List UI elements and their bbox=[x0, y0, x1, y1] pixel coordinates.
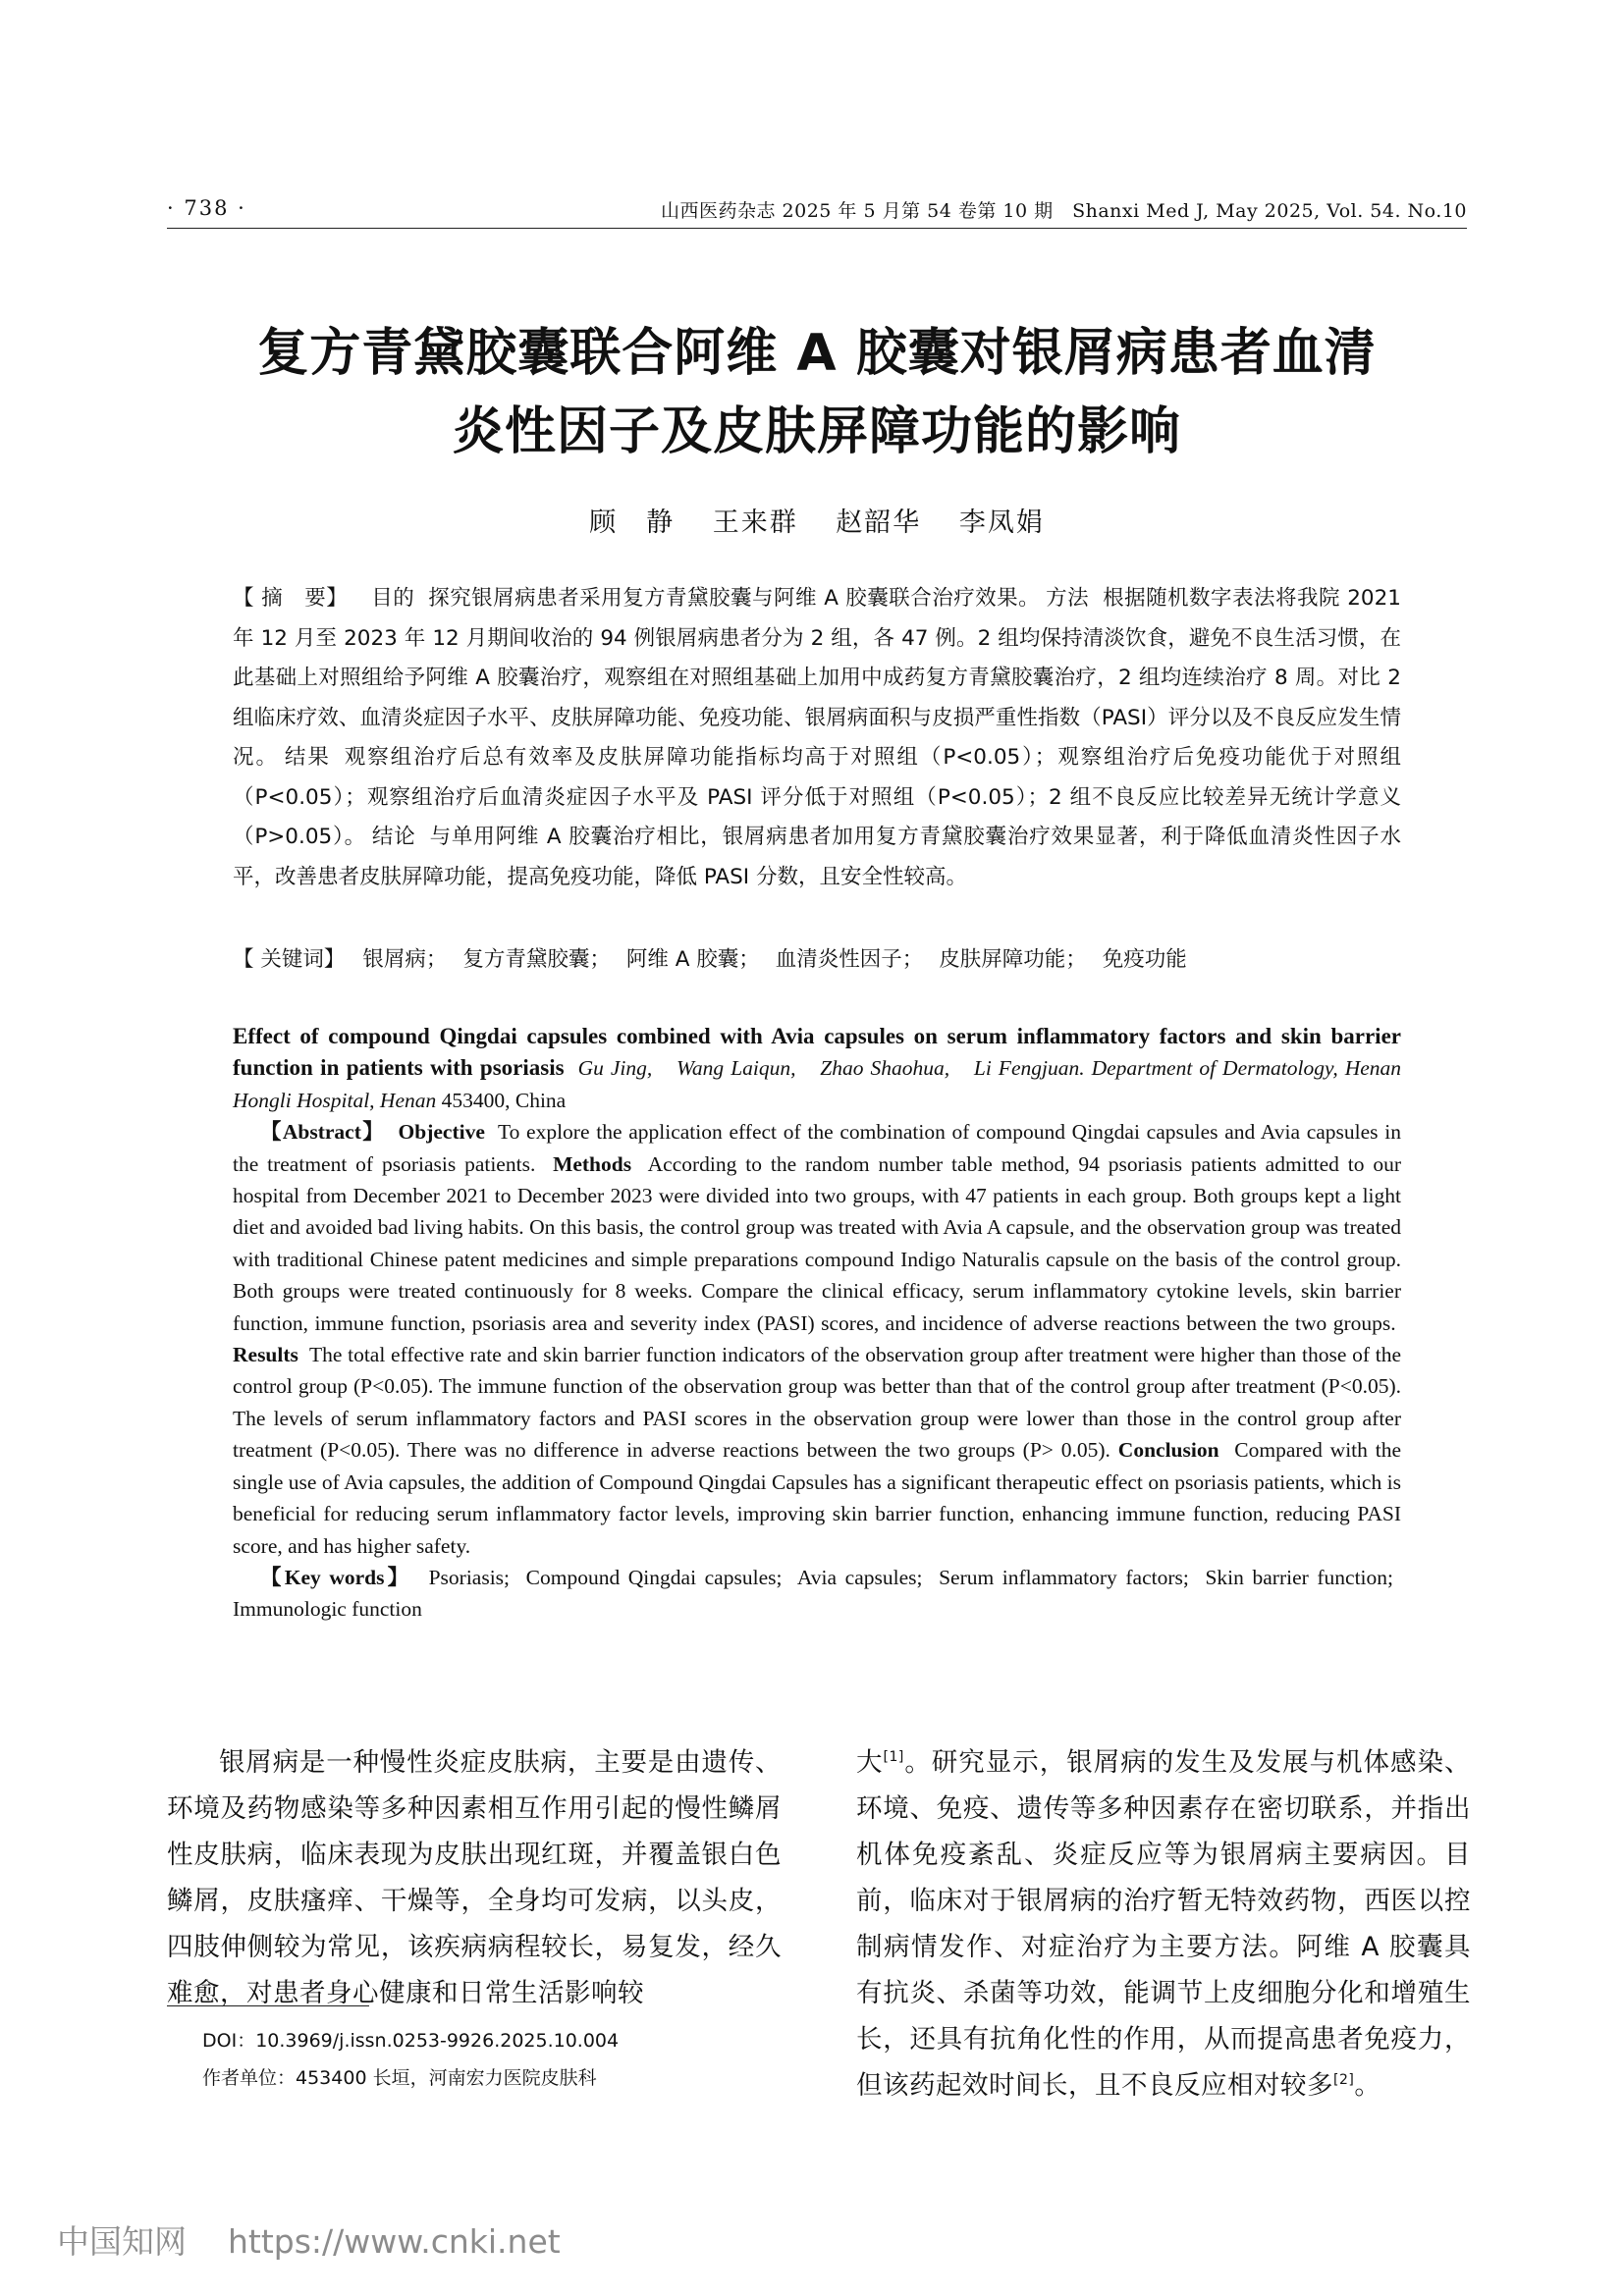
objective-label: Objective bbox=[398, 1120, 485, 1145]
header-rule bbox=[167, 228, 1467, 229]
reference-1[interactable]: [1] bbox=[883, 1749, 904, 1766]
keyword-en: Serum inflammatory factors; bbox=[939, 1565, 1189, 1589]
page-number: · 738 · bbox=[167, 196, 246, 220]
body-column-right bbox=[856, 1739, 1471, 2109]
body-paragraph: 银屑病是一种慢性炎症皮肤病，主要是由遗传、环境及药物感染等多种因素相互作用引起的慢性鳞屑性皮肤病，临床表现为皮肤出现红斑，并覆盖银白色鳞屑，皮肤瘙痒、干燥等，全身均可发病，以头皮，四肢伸侧较为常见，该疾病病程较长，易复发，经久难愈，对患者身心健康和日常生活影响较 bbox=[167, 1747, 782, 2008]
watermark-brand: 中国知网 bbox=[57, 2222, 187, 2261]
body-paragraph-continued bbox=[856, 1739, 1471, 2109]
english-keywords-label: 【Key words】 bbox=[260, 1565, 412, 1589]
keywords-label: 【 关键词】 bbox=[233, 947, 346, 972]
reference-2[interactable]: [2] bbox=[1333, 2072, 1355, 2089]
english-address: 453400, China bbox=[441, 1088, 567, 1112]
author-1: 顾 静 bbox=[589, 507, 676, 538]
methods-label: Methods bbox=[553, 1151, 632, 1176]
english-abstract bbox=[233, 1116, 1401, 1562]
result-label: 结果 bbox=[284, 745, 331, 770]
keyword: 阿维 A 胶囊； bbox=[625, 947, 760, 972]
title-line-2: 炎性因子及皮肤屏障功能的影响 bbox=[452, 402, 1181, 461]
keyword-en: Compound Qingdai capsules; bbox=[525, 1565, 783, 1589]
author-3: 赵韶华 bbox=[836, 507, 922, 538]
conclusion-label-en: Conclusion bbox=[1117, 1438, 1219, 1463]
chinese-keywords bbox=[233, 940, 1401, 980]
conclusion-text-en: Compared with the single use of Avia capsules, the addition of Compound Qingdai Capsules has a significant therapeutic effect on psoriasis patients, which is beneficial for reducing serum inflammatory factor levels, improving skin barrier function, enhancing immune function, reducing PASI score, and has higher safety. bbox=[233, 1438, 1402, 1558]
result-text: 观察组治疗后总有效率及皮肤屏障功能指标均高于对照组（P<0.05）；观察组治疗后免疫功能优于对照组（P<0.05）；观察组治疗后血清炎症因子水平及 PASI 评分低于对照组（P<0.05）；2 组不良反应比较差异无统计学意义（P>0.05）。 bbox=[233, 745, 1401, 849]
method-text: 根据随机数字表法将我院 2021 年 12 月至 2023 年 12 月期间收治的 94 例银屑病患者分为 2 组，各 47 例。2 组均保持清淡饮食，避免不良生活习惯，在此基础上对照组给予阿维 A 胶囊治疗，观察组在对照组基础上加用中成药复方青黛胶囊治疗，2 组均连续治疗 8 周。对比 2 组临床疗效、血清炎症因子水平、皮肤屏障功能、免疫功能、银屑病面积与皮损严重性指数（PASI）评分以及不良反应发生情况。 bbox=[233, 586, 1401, 770]
aim-text: 探究银屑病患者采用复方青黛胶囊与阿维 A 胶囊联合治疗效果。 bbox=[428, 586, 1041, 611]
english-section bbox=[233, 1021, 1401, 1626]
conclusion-label: 结论 bbox=[371, 825, 416, 849]
keyword-en: Avia capsules; bbox=[796, 1565, 923, 1589]
body-column-left bbox=[167, 1739, 782, 2016]
keyword: 皮肤屏障功能； bbox=[939, 947, 1087, 972]
keyword-en: Skin barrier function; bbox=[1205, 1565, 1393, 1589]
author-4: 李凤娟 bbox=[958, 507, 1045, 538]
keyword: 免疫功能 bbox=[1102, 947, 1187, 972]
keyword: 银屑病； bbox=[362, 947, 448, 972]
keyword-en: Psoriasis; bbox=[428, 1565, 511, 1589]
method-label: 方法 bbox=[1046, 586, 1090, 611]
keyword: 血清炎性因子； bbox=[775, 947, 924, 972]
author-2: 王来群 bbox=[712, 507, 798, 538]
english-title-line bbox=[233, 1021, 1401, 1116]
article-title bbox=[167, 314, 1467, 471]
aim-label: 目的 bbox=[371, 586, 415, 611]
methods-text: According to the random number table method, 94 psoriasis patients admitted to our hospital from December 2021 to December 2023 were divided into two groups, with 47 patients in each group. Both groups kept a light diet and avoided bad living habits. On this basis, the control group was treated with Avia A capsule, and the observation group was treated with traditional Chinese patent medicines and simple preparations compound Indigo Naturalis capsule on the basis of the control group. Both groups were treated continuously for 8 weeks. Compare the clinical efficacy, serum inflammatory cytokine levels, skin barrier function, immune function, psoriasis area and severity index (PASI) scores, and incidence of adverse reactions between the two groups. bbox=[233, 1151, 1401, 1335]
objective-text: To explore the application effect of the combination of compound Qingdai capsules and Avia capsules in the treatment of psoriasis patients. bbox=[233, 1120, 1401, 1176]
running-header: 山西医药杂志 2025 年 5 月第 54 卷第 10 期 Shanxi Med J, May 2025, Vol. 54. No.10 bbox=[660, 200, 1467, 222]
affiliation-footnote: 作者单位：453400 长垣，河南宏力医院皮肤科 bbox=[202, 2067, 597, 2089]
doi-footnote[interactable]: DOI：10.3969/j.issn.0253-9926.2025.10.004 bbox=[202, 2030, 620, 2052]
abstract-label: 【 摘 要】 bbox=[233, 586, 349, 611]
author-list bbox=[167, 501, 1467, 539]
body-text: 大 bbox=[856, 1747, 884, 1778]
body-text: 。 bbox=[1354, 2070, 1381, 2101]
footnote-rule bbox=[167, 2005, 369, 2006]
title-line-1: 复方青黛胶囊联合阿维 A 胶囊对银屑病患者血清 bbox=[257, 324, 1377, 383]
keyword-en: Immunologic function bbox=[233, 1597, 422, 1622]
english-department: Department of Dermatology, Henan Hongli Hospital, Henan bbox=[233, 1056, 1402, 1112]
chinese-abstract bbox=[233, 579, 1401, 897]
body-text: 。研究显示，银屑病的发生及发展与机体感染、环境、免疫、遗传等多种因素存在密切联系，并指出机体免疫紊乱、炎症反应等为银屑病主要病因。目前，临床对于银屑病的治疗暂无特效药物，西医以控制病情发作、对症治疗为主要方法。阿维 A 胶囊具有抗炎、杀菌等功效，能调节上皮细胞分化和增殖生长，还具有抗角化性的作用，从而提高患者免疫力，但该药起效时间长，且不良反应相对较多 bbox=[856, 1747, 1471, 2101]
english-title: Effect of compound Qingdai capsules combined with Avia capsules on serum inflammatory factors and skin barrier function in patients with psoriasis bbox=[233, 1024, 1401, 1081]
english-authors: Gu Jing, Wang Laiqun, Zhao Shaohua, Li Fengjuan. bbox=[577, 1056, 1085, 1081]
results-label: Results bbox=[233, 1343, 298, 1367]
watermark-url[interactable]: https://www.cnki.net bbox=[228, 2222, 561, 2261]
watermark bbox=[57, 2216, 561, 2263]
english-keywords bbox=[233, 1562, 1401, 1626]
english-abstract-label: 【Abstract】 bbox=[260, 1120, 386, 1145]
results-text: The total effective rate and skin barrier function indicators of the observation group after treatment were higher than those of the control group (P<0.05). The immune function of the observation group was better than that of the control group after treatment (P<0.05). The levels of serum inflammatory factors and PASI scores in the observation group were lower than those in the control group after treatment (P<0.05). There was no difference in adverse reactions between the two groups (P> 0.05). bbox=[233, 1343, 1401, 1463]
conclusion-text: 与单用阿维 A 胶囊治疗相比，银屑病患者加用复方青黛胶囊治疗效果显著，利于降低血清炎性因子水平，改善患者皮肤屏障功能，提高免疫功能，降低 PASI 分数，且安全性较高。 bbox=[233, 825, 1401, 889]
keyword: 复方青黛胶囊； bbox=[462, 947, 611, 972]
